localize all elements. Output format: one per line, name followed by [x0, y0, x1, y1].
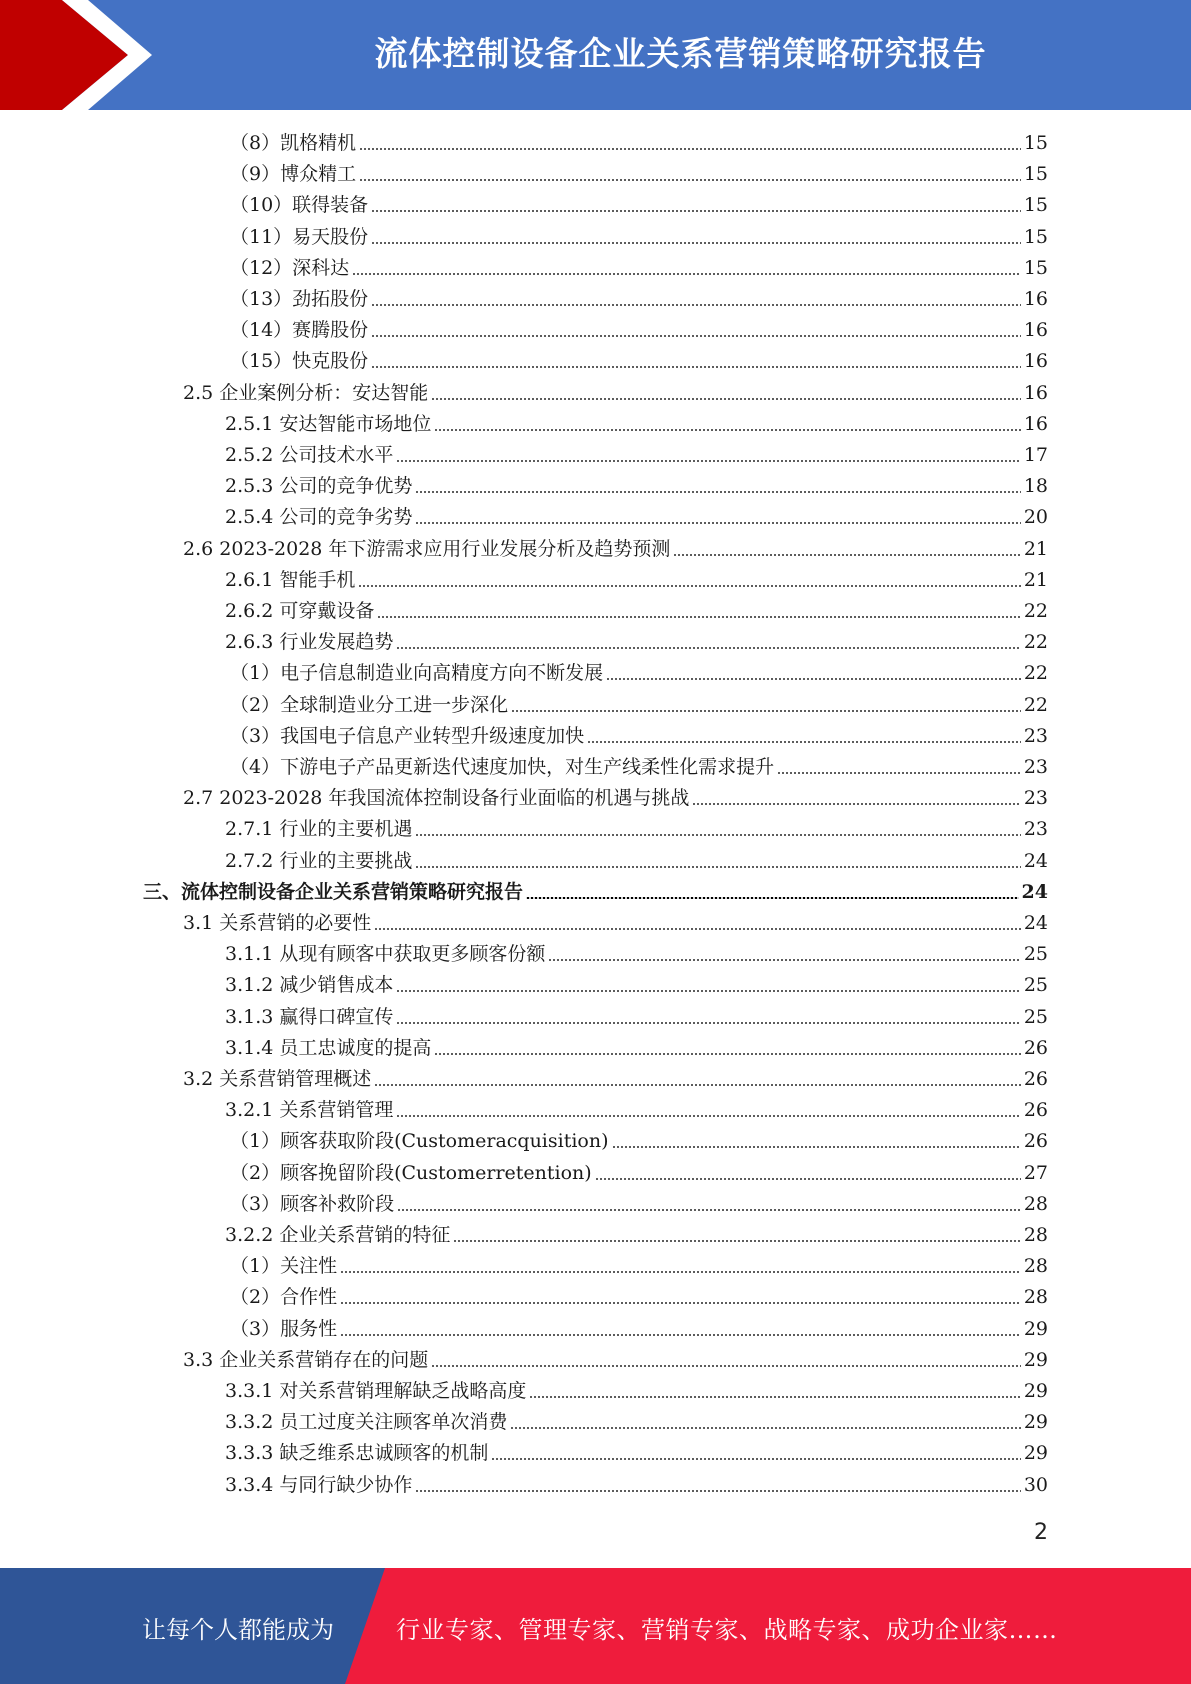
toc-entry-label: 3.3.2 员工过度关注顾客单次消费: [225, 1411, 508, 1434]
toc-entry[interactable]: [230, 1314, 1048, 1344]
toc-dot-leader: [396, 460, 1020, 462]
toc-entry-page: 15: [1023, 256, 1048, 279]
toc-entry-page: 24: [1023, 849, 1048, 872]
toc-dot-leader: [526, 897, 1019, 899]
toc-dot-leader: [612, 1146, 1021, 1148]
page-header: [0, 0, 1191, 110]
toc-entry-page: 26: [1023, 1036, 1048, 1059]
toc-entry[interactable]: [225, 1002, 1048, 1032]
toc-entry[interactable]: [225, 471, 1048, 501]
footer-slogan-left: 让每个人都能成为: [142, 1616, 334, 1644]
toc-entry-label: 3.1.3 赢得口碑宣传: [225, 1005, 394, 1028]
toc-entry-page: 22: [1023, 631, 1048, 654]
toc-entry-page: 24: [1023, 912, 1048, 934]
toc-dot-leader: [396, 990, 1020, 992]
toc-dot-leader: [397, 1209, 1021, 1211]
toc-entry-page: 29: [1023, 1411, 1048, 1434]
toc-entry-label: 2.5.1 安达智能市场地位: [225, 412, 432, 435]
toc-dot-leader: [415, 834, 1020, 836]
toc-entry-label: 3.1.4 员工忠诚度的提高: [225, 1036, 432, 1059]
toc-dot-leader: [359, 179, 1021, 181]
toc-entry-label: （12）深科达: [230, 256, 350, 279]
toc-entry-label: 2.6.3 行业发展趋势: [225, 631, 394, 654]
toc-entry[interactable]: [230, 1189, 1048, 1219]
toc-entry-label: （2）顾客挽留阶段(Customerretention): [230, 1161, 592, 1184]
toc-entry-page: 28: [1023, 1224, 1048, 1246]
toc-entry-page: 25: [1023, 943, 1048, 966]
toc-entry-label: 3.2.1 关系营销管理: [225, 1099, 394, 1122]
toc-entry-page: 15: [1023, 225, 1048, 248]
toc-entry-page: 18: [1023, 475, 1048, 498]
toc-entry[interactable]: [225, 939, 1048, 969]
toc-entry[interactable]: [225, 627, 1048, 657]
toc-entry[interactable]: [225, 1095, 1048, 1125]
toc-dot-leader: [396, 1022, 1020, 1024]
toc-entry[interactable]: [230, 284, 1048, 314]
toc-dot-leader: [374, 928, 1021, 930]
toc-entry-label: 2.6.2 可穿戴设备: [225, 600, 375, 622]
toc-entry-page: 16: [1023, 381, 1048, 404]
toc-entry-label: 2.5.2 公司技术水平: [225, 444, 394, 466]
toc-entry-page: 28: [1023, 1255, 1048, 1278]
toc-entry[interactable]: [230, 222, 1048, 252]
toc-entry-page: 15: [1023, 194, 1048, 217]
toc-dot-leader: [587, 741, 1021, 743]
toc-entry-label: 2.7 2023-2028 年我国流体控制设备行业面临的机遇与挑战: [183, 787, 690, 810]
toc-entry[interactable]: [225, 565, 1048, 595]
toc-entry[interactable]: [225, 814, 1048, 844]
toc-entry[interactable]: [225, 1033, 1048, 1063]
toc-entry-label: 2.7.2 行业的主要挑战: [225, 849, 413, 872]
toc-dot-leader: [431, 1365, 1021, 1367]
toc-entry-label: 3.3.3 缺乏维系忠诚顾客的机制: [225, 1442, 489, 1465]
toc-dot-leader: [371, 210, 1021, 212]
toc-entry-label: （11）易天股份: [230, 225, 369, 248]
toc-entry[interactable]: [230, 346, 1048, 376]
toc-entry[interactable]: [230, 315, 1048, 345]
toc-entry[interactable]: [225, 596, 1048, 626]
toc-entry-page: 26: [1023, 1130, 1048, 1153]
toc-entry-label: （15）快克股份: [230, 350, 369, 373]
toc-dot-leader: [529, 1396, 1020, 1398]
toc-entry-label: （1）顾客获取阶段(Customeracquisition): [230, 1130, 609, 1153]
toc-dot-leader: [340, 1302, 1021, 1304]
toc-dot-leader: [606, 678, 1021, 680]
toc-dot-leader: [377, 616, 1020, 618]
toc-entry[interactable]: [183, 1345, 1048, 1375]
toc-dot-leader: [415, 491, 1020, 493]
toc-entry[interactable]: [230, 1126, 1048, 1156]
toc-dot-leader: [692, 803, 1020, 805]
toc-dot-leader: [371, 366, 1021, 368]
toc-entry[interactable]: [225, 440, 1048, 470]
toc-entry[interactable]: [143, 877, 1048, 907]
toc-entry-label: （2）全球制造业分工进一步深化: [230, 693, 509, 716]
toc-entry[interactable]: [225, 1407, 1048, 1437]
toc-entry[interactable]: [183, 1064, 1048, 1094]
toc-entry-page: 29: [1023, 1348, 1048, 1371]
toc-entry[interactable]: [183, 534, 1048, 564]
toc-entry-page: 22: [1023, 600, 1048, 622]
toc-dot-leader: [374, 1084, 1021, 1086]
toc-entry[interactable]: [183, 783, 1048, 813]
toc-dot-leader: [396, 647, 1020, 649]
toc-entry-page: 29: [1023, 1317, 1048, 1340]
toc-dot-leader: [340, 1334, 1021, 1336]
toc-entry-label: （10）联得装备: [230, 194, 369, 217]
toc-entry-label: 2.5 企业案例分析：安达智能: [183, 381, 429, 404]
toc-entry[interactable]: [225, 1220, 1048, 1250]
toc-entry-page: 22: [1023, 693, 1048, 716]
toc-entry-label: （13）劲拓股份: [230, 288, 369, 310]
toc-entry-label: 2.6.1 智能手机: [225, 568, 356, 591]
toc-dot-leader: [415, 522, 1020, 524]
page-footer: [0, 1568, 1191, 1684]
toc-entry-page: 29: [1023, 1380, 1048, 1402]
toc-entry-page: 16: [1023, 350, 1048, 373]
toc-entry[interactable]: [230, 1251, 1048, 1281]
toc-entry-label: 3.3 企业关系营销存在的问题: [183, 1348, 429, 1371]
toc-entry-page: 30: [1023, 1473, 1048, 1496]
toc-entry-label: （2）合作性: [230, 1286, 338, 1309]
toc-entry-page: 25: [1023, 974, 1048, 997]
footer-slogan-right: 行业专家、管理专家、营销专家、战略专家、成功企业家……: [396, 1616, 1058, 1644]
toc-entry-page: 24: [1021, 880, 1048, 903]
toc-entry-page: 26: [1023, 1099, 1048, 1122]
toc-dot-leader: [434, 1053, 1020, 1055]
toc-entry-page: 15: [1023, 163, 1048, 186]
toc-entry-page: 22: [1023, 662, 1048, 685]
toc-dot-leader: [491, 1458, 1020, 1460]
toc-entry-label: 3.3.4 与同行缺少协作: [225, 1473, 413, 1496]
toc-entry-label: 2.6 2023-2028 年下游需求应用行业发展分析及趋势预测: [183, 537, 671, 560]
toc-entry-page: 15: [1023, 132, 1048, 154]
toc-entry-label: 3.2.2 企业关系营销的特征: [225, 1224, 451, 1246]
toc-entry-label: 三、流体控制设备企业关系营销策略研究报告: [143, 880, 524, 903]
toc-entry-label: 3.1.2 减少销售成本: [225, 974, 394, 997]
toc-entry-page: 29: [1023, 1442, 1048, 1465]
toc-entry[interactable]: [225, 1470, 1048, 1500]
toc-dot-leader: [673, 554, 1020, 556]
toc-entry-label: 2.7.1 行业的主要机遇: [225, 818, 413, 841]
toc-dot-leader: [415, 1490, 1020, 1492]
toc-dot-leader: [511, 710, 1021, 712]
toc-dot-leader: [371, 335, 1021, 337]
toc-entry-label: （14）赛腾股份: [230, 319, 369, 342]
toc-entry[interactable]: [230, 128, 1048, 158]
toc-entry-page: 23: [1023, 787, 1048, 810]
toc-entry[interactable]: [225, 970, 1048, 1000]
toc-dot-leader: [548, 959, 1020, 961]
toc-entry-page: 27: [1023, 1161, 1048, 1184]
toc-entry-page: 28: [1023, 1286, 1048, 1309]
toc-entry-page: 16: [1023, 319, 1048, 342]
toc-entry[interactable]: [230, 1158, 1048, 1188]
toc-entry[interactable]: [230, 752, 1048, 782]
toc-entry-label: （3）顾客补救阶段: [230, 1192, 395, 1215]
toc-entry-page: 21: [1023, 537, 1048, 560]
toc-entry-page: 21: [1023, 568, 1048, 591]
toc-entry-label: （3）服务性: [230, 1317, 338, 1340]
toc-entry[interactable]: [230, 721, 1048, 751]
toc-entry[interactable]: [230, 1282, 1048, 1312]
toc-entry[interactable]: [230, 190, 1048, 220]
toc-entry[interactable]: [225, 409, 1048, 439]
toc-dot-leader: [352, 273, 1021, 275]
toc-entry[interactable]: [225, 1376, 1048, 1406]
toc-entry-page: 23: [1023, 818, 1048, 841]
toc-entry-label: 3.3.1 对关系营销理解缺乏战略高度: [225, 1380, 527, 1402]
toc-entry-page: 25: [1023, 1005, 1048, 1028]
toc-entry-page: 20: [1023, 506, 1048, 529]
toc-entry-label: （8）凯格精机: [230, 132, 357, 154]
toc-entry[interactable]: [225, 1438, 1048, 1468]
toc-entry[interactable]: [230, 159, 1048, 189]
page-number: 2: [1034, 1520, 1048, 1545]
toc-dot-leader: [434, 429, 1020, 431]
toc-entry[interactable]: [225, 846, 1048, 876]
toc-entry[interactable]: [225, 502, 1048, 532]
toc-entry-page: 23: [1023, 724, 1048, 747]
toc-dot-leader: [340, 1271, 1021, 1273]
toc-entry-label: （9）博众精工: [230, 163, 357, 186]
toc-entry-label: 2.5.3 公司的竞争优势: [225, 475, 413, 498]
toc-entry[interactable]: [230, 690, 1048, 720]
toc-dot-leader: [510, 1427, 1020, 1429]
toc-dot-leader: [777, 772, 1021, 774]
toc-entry-label: （1）电子信息制造业向高精度方向不断发展: [230, 662, 604, 685]
toc-entry[interactable]: [183, 908, 1048, 938]
toc-dot-leader: [595, 1178, 1021, 1180]
toc-entry[interactable]: [183, 378, 1048, 408]
toc-entry[interactable]: [230, 253, 1048, 283]
toc-entry-page: 16: [1023, 412, 1048, 435]
toc-entry-label: （4）下游电子产品更新迭代速度加快，对生产线柔性化需求提升: [230, 756, 775, 778]
toc-dot-leader: [415, 866, 1020, 868]
toc-dot-leader: [431, 398, 1021, 400]
toc-entry-label: （1）关注性: [230, 1255, 338, 1278]
toc-entry-label: 3.1.1 从现有顾客中获取更多顾客份额: [225, 943, 546, 966]
toc-entry-label: 3.2 关系营销管理概述: [183, 1068, 372, 1090]
toc-entry[interactable]: [230, 658, 1048, 688]
toc-entry-label: 3.1 关系营销的必要性: [183, 912, 372, 934]
toc-dot-leader: [453, 1240, 1020, 1242]
toc-dot-leader: [371, 304, 1021, 306]
toc-entry-page: 28: [1023, 1192, 1048, 1215]
toc-entry-label: （3）我国电子信息产业转型升级速度加快: [230, 724, 585, 747]
toc-entry-page: 16: [1023, 288, 1048, 310]
toc-dot-leader: [359, 148, 1021, 150]
toc-entry-page: 17: [1023, 444, 1048, 466]
toc-dot-leader: [396, 1115, 1020, 1117]
toc-entry-page: 23: [1023, 756, 1048, 778]
toc-entry-page: 26: [1023, 1068, 1048, 1090]
header-title: 流体控制设备企业关系营销策略研究报告: [374, 34, 987, 73]
toc-dot-leader: [371, 242, 1021, 244]
toc-entry-label: 2.5.4 公司的竞争劣势: [225, 506, 413, 529]
toc-dot-leader: [358, 585, 1020, 587]
